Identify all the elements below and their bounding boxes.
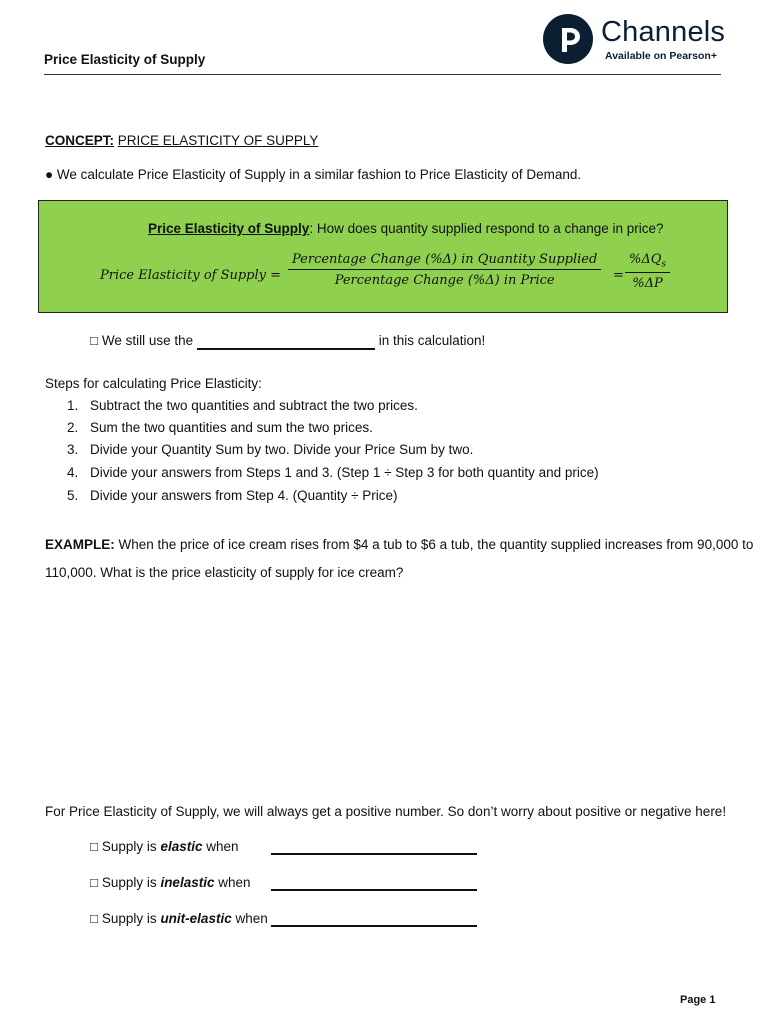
step-number: 4. [67,465,79,480]
document-title: Price Elasticity of Supply [44,52,206,67]
condition-unit-elastic [90,911,268,926]
positive-note: For Price Elasticity of Supply, we will always get a positive number. So don’t worry about positive or negative here! [45,804,727,819]
example-text-1: When the price of ice cream rises from $4 a tub to $6 a tub, the quantity supplied increases from 90,000 to [114,537,754,552]
condition-term: unit-elastic [160,911,232,926]
step-item [67,488,398,503]
still-use-line [90,333,485,350]
step-item [67,420,373,435]
condition-term: inelastic [160,875,215,890]
step-text: Subtract the two quantities and subtract the two prices. [90,398,418,413]
pearson-p-mark [543,14,593,64]
condition-suffix: when [231,911,268,926]
intro-bullet: ● We calculate Price Elasticity of Supply in a similar fashion to Price Elasticity of Demand. [45,167,582,182]
elastic-answer-blank [271,853,477,855]
page-number: Page 1 [680,994,716,1006]
step-text: Divide your Quantity Sum by two. Divide your Price Sum by two. [90,442,474,457]
header-divider [44,74,721,75]
formula-denominator: Percentage Change (%Δ) in Price [334,273,555,288]
concept-heading [45,133,318,148]
short-numerator-text: %ΔQ [629,252,662,267]
formula-equals: = [613,268,624,283]
definition-question-text: : How does quantity supplied respond to a change in price? [309,221,664,236]
step-number: 2. [67,420,79,435]
formula-short-numerator [625,252,670,273]
formula-short-denominator: %ΔP [632,275,663,291]
inelastic-answer-blank [271,889,477,891]
pearson-logo-icon [543,14,593,64]
channels-logo-tagline: Available on Pearson+ [605,50,717,62]
formula-short-fraction [625,252,670,291]
channels-logo-text: Channels [601,16,726,48]
formula-numerator: Percentage Change (%Δ) in Quantity Supplied [288,252,601,270]
condition-prefix: □ Supply is [90,875,161,890]
formula-main-fraction [288,252,601,288]
step-item [67,398,418,413]
steps-heading: Steps for calculating Price Elasticity: [45,376,262,391]
concept-label: CONCEPT: [45,133,115,148]
example-label: EXAMPLE: [45,537,115,552]
step-number: 5. [67,488,79,503]
condition-term: elastic [160,839,203,854]
definition-term: Price Elasticity of Supply [148,221,310,236]
condition-suffix: when [202,839,239,854]
condition-inelastic [90,875,251,890]
step-number: 3. [67,442,79,457]
example-line-1 [45,537,753,552]
concept-title: PRICE ELASTICITY OF SUPPLY [117,133,319,148]
still-use-prefix: □ We still use the [90,333,194,348]
still-use-blank [197,333,375,350]
condition-prefix: □ Supply is [90,911,161,926]
still-use-suffix: in this calculation! [378,333,486,348]
example-line-2: 110,000. What is the price elasticity of supply for ice cream? [45,565,404,580]
step-text: Divide your answers from Step 4. (Quantity ÷ Price) [90,488,398,503]
formula-lhs: Price Elasticity of Supply = [100,268,282,283]
short-numerator-subscript: s [661,259,667,270]
step-item [67,465,599,480]
step-text: Sum the two quantities and sum the two prices. [90,420,373,435]
condition-suffix: when [214,875,251,890]
definition-question [148,221,664,236]
condition-elastic [90,839,239,854]
step-item [67,442,473,457]
unit-elastic-answer-blank [271,925,477,927]
condition-prefix: □ Supply is [90,839,161,854]
step-text: Divide your answers from Steps 1 and 3. (Step 1 ÷ Step 3 for both quantity and price) [90,465,599,480]
step-number: 1. [67,398,79,413]
